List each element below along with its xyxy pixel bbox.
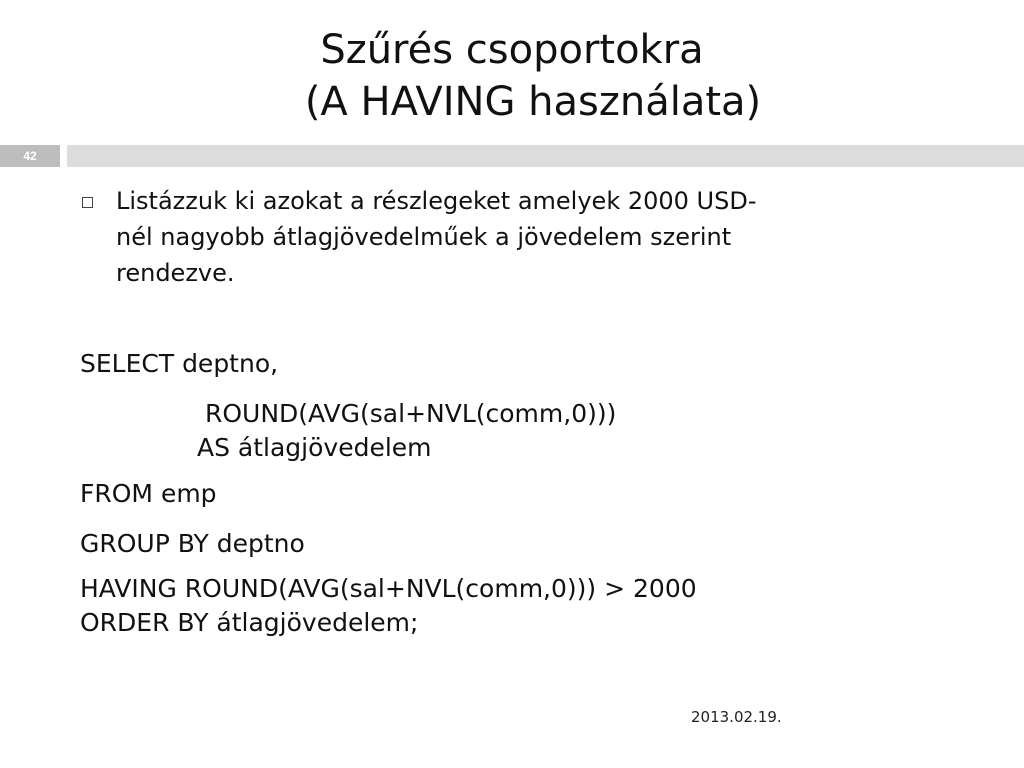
slide-title xyxy=(0,24,1024,128)
bullet-text: Listázzuk ki azokat a részlegeket amelyek 2000 USD- nél nagyobb átlagjövedelműek a jövedelem szerint rendezve. xyxy=(116,187,757,287)
code-line: ROUND(AVG(sal+NVL(comm,0))) xyxy=(205,399,617,428)
title-line-2: (A HAVING használata) xyxy=(304,79,762,125)
title-divider xyxy=(0,145,1024,167)
code-line: FROM emp xyxy=(80,479,217,508)
code-line: HAVING ROUND(AVG(sal+NVL(comm,0))) > 2000 xyxy=(80,574,697,603)
square-bullet-icon xyxy=(82,197,93,208)
footer-date: 2013.02.19. xyxy=(691,708,782,726)
code-line: GROUP BY deptno xyxy=(80,529,305,558)
code-line: AS átlagjövedelem xyxy=(197,433,432,462)
bullet-item xyxy=(78,183,958,291)
code-line: ORDER BY átlagjövedelem; xyxy=(80,608,419,637)
slide-number: 42 xyxy=(23,149,37,163)
code-line: SELECT deptno, xyxy=(80,349,279,378)
title-line-1: Szűrés csoportokra xyxy=(320,27,704,73)
divider-bar xyxy=(67,145,1024,167)
